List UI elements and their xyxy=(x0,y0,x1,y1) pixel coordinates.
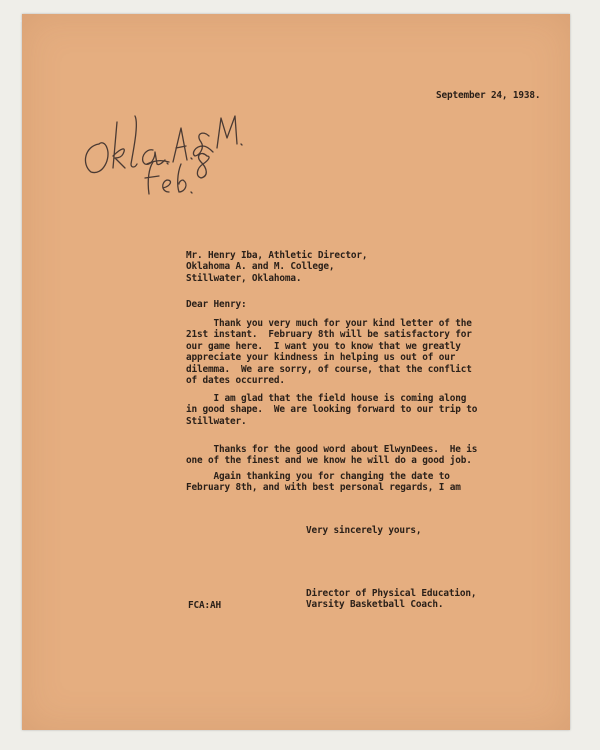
signature-line: Varsity Basketball Coach. xyxy=(306,599,444,611)
reference-initials: FCA:AH xyxy=(188,600,221,611)
letter-paper xyxy=(22,14,570,730)
paragraph-line: Stillwater. xyxy=(186,415,247,427)
paragraph-line: our game here. I want you to know that we greatly xyxy=(186,340,461,352)
body-paragraph xyxy=(186,318,472,386)
paragraph-line: 21st instant. February 8th will be satisfactory for xyxy=(186,329,472,341)
paragraph-line: Thank you very much for your kind letter of the xyxy=(186,318,472,329)
handwritten-annotation xyxy=(77,64,257,204)
signature-line: Director of Physical Education, xyxy=(306,588,477,599)
paragraph-line: February 8th, and with best personal regards, I am xyxy=(186,482,461,494)
signature-block xyxy=(306,588,476,611)
body-paragraph xyxy=(186,393,477,427)
body-paragraph xyxy=(186,444,477,467)
complimentary-close: Very sincerely yours, xyxy=(306,525,422,536)
letter-date: September 24, 1938. xyxy=(436,90,541,101)
paragraph-line: dilemma. We are sorry, of course, that the conflict xyxy=(186,363,472,375)
salutation: Dear Henry: xyxy=(186,299,247,310)
paragraph-line: Again thanking you for changing the date to xyxy=(186,471,450,482)
paragraph-line: in good shape. We are looking forward to our trip to xyxy=(186,404,478,416)
paragraph-line: I am glad that the field house is coming along xyxy=(186,393,467,404)
paragraph-line: of dates occurred. xyxy=(186,375,285,387)
address-line: Stillwater, Oklahoma. xyxy=(186,272,302,284)
paragraph-line: one of the finest and we know he will do a good job. xyxy=(186,455,472,467)
recipient-address xyxy=(186,250,367,284)
paragraph-line: appreciate your kindness in helping us out of our xyxy=(186,352,456,364)
paragraph-line: Thanks for the good word about ElwynDees. He is xyxy=(186,444,478,455)
address-line: Oklahoma A. and M. College, xyxy=(186,261,335,273)
address-line: Mr. Henry Iba, Athletic Director, xyxy=(186,250,368,261)
body-paragraph xyxy=(186,471,461,494)
